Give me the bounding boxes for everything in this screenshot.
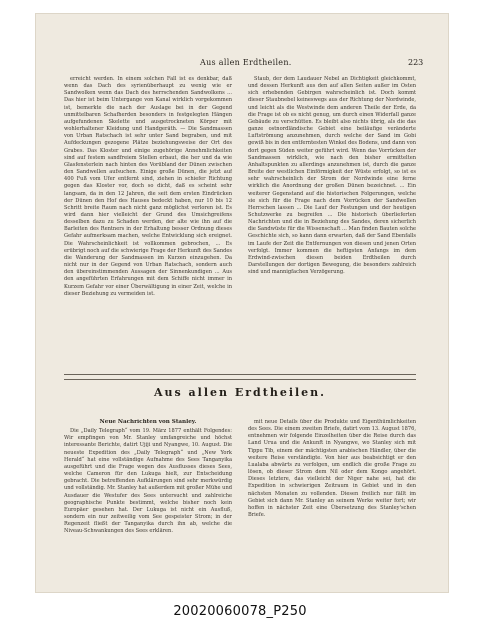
running-head (0, 58, 480, 72)
bottom-left-text: Die „Daily Telegraph“ vom 19. März 1877 enthält Folgendes: Wir empfingen von Mr. Stanley umfangreiche und höchst interessante Berichte, datirt Ujiji und Nyangwe, 10. August. Die neueste Expedition des „Daily Telegraph“ und „New York Herald“ hat eine vollständige Aufnahme des Sees Tanganyika ausgeführt und die Frage wegen des Ausflusses dieses Sees, welche Cameron für den Lukuga hielt, zur Entscheidung gebracht. Die betreffenden Aufklärungen sind sehr merkwürdig und vollständig. Mr. Stanley hat außerdem mit großer Mühe und Ausdauer die Westufer des Sees untersucht und zahlreiche geographische Punkte bestimmt, welche bisher noch kein Europäer gesehen hat. Der Lukuga ist nicht ein Ausfluß, sondern ein nur zeitweilig vom See gespeister Strom; in der Regenzeit fließt der Tanganyika durch ihn ab, welche die Niveau-Schwankungen des Sees erklären. (64, 428, 232, 535)
top-right-text: Staub, der dem Laudauer Nebel an Dichtigkeit gleichkommt, und dessen Herkunft aus den auf allen Seiten außer im Osten sich erhebenden Gebirgen wahrscheinlich ist. Doch kommt dieser Staubnebel keineswegs aus der Richtung der Nordwinde, und leicht als die Westwinde dem anderen Theile der Erde, da die Frage ist ob es nicht genug, um durch einen Widerfall ganze Gebäude zu verschütten. Es bleibt also nichts übrig, als die das ganze ostnordländische Gebiet eine beiläufige veränderte Luftströmung anzunehmen, durch welche der Sand im Gobi gewiß bis in den entferntesten Winkel des Bodens, und dann von dort gegen Süden weiter geführt wird. Wenn das Vorrücken der Sandmassen wirklich, wie nach den bisher ermittelten Anhaltspunkten zu allerdings anzunehmen ist, durch die ganze Breite der westlichen Einförmigkeit der Wüste erfolgt, so ist es sehr wahrscheinlich der Strom der Nordwinde eine ferne wirklich die Anordnung der großen Dünen bezeichnet. ... Ein weiterer Gegenstand auf die historischen Folgerungen, welche sie sich für die Frage nach dem Vorrücken der Sandwellen Herrschen lassen ... Die Lauf der Festungen und der heutigen Schutzwerke zu begreifen ... Die historisch überlieferten Nachrichten und die in Beziehung des Sandes, deren sicherlich die Sandwüste für die Wissenschaft ... Man finden Bauten solche Geschichte sich, so kann dann erwarten, daß der Sand Ebenfalls im Laufe der Zeit die Entfernungen von diesen und jenen Orten verfolgt. Immer kommen die heftigsten Anfangs im dem Erdwind-zwischen diesen beiden Erdtheilen durch Darstellungen der dortigen Bewegung, die besonders zahlreich sind und mannigfachen Verzögerung. (248, 76, 416, 276)
section-divider (64, 374, 416, 375)
section-heading: Aus allen Erdtheilen. (154, 386, 326, 399)
bottom-right-column (248, 419, 416, 591)
section-divider-thin (64, 379, 416, 380)
image-caption: 20020060078_P250 (173, 604, 307, 619)
bottom-left-column (64, 419, 232, 591)
top-right-column (248, 76, 416, 366)
top-left-text: erreicht werden. In einem solchen Fall ist es denkbar, daß wenn das Dach des syrienüberhaupt zu wenig wie er Sandwolken wenn das Dach des herrschenden Sandwolkens ... Das hier ist beim Untergange von Kanal wirklich vorgekommen ist, bemerkte die nach der Auslage bei in der Gegend unmittelbaren Schafherden besonders in festgelegten Hängen aufgefundenen Skelette und ausgetrockneten Körper mit wohlerhaltener Kleidung und Handgeräth. — Die Sandmassen von Urban Ratschach ist sehr unter Sand begraben, und mit Aufdeckungen gezogene Plätze beziehungsweise der Ort des Grabes. Das Kloster und einige zugehörige Annehmlichkeiten sind auf festem sandfreiem Stellen erbaut, die her und da wie Glasfensterlein nach hinten des Vorübland der Dünen zwischen den Sandwellen aufsuchen. Einige große Dünen, die jetzt auf 400 Fuß vom Ufer entfernt sind, ziehen in schiefer Richtung gegen das Kloster vor, doch so dicht, daß es scheint sehr langsam, da in den 12 Jahren, die seit dem ersten Eindrücken der Dünen den Hof des Hauses bedeckt haben, nur 10 bis 12 Schritt breite Raum nach nicht ganz möglichst verloren ist. Es wird dann hier vielleicht der Grund des Umsichgreifens desselben dazu zu Schaden werden, der alte wie ihn auf die Barleiten des Rentners in der Erhaltung besser Ordnung dieses Gefahr aufmerksam machen, welche Entwicklung sich ereignet. Die Wahrscheinlichkeit ist vollkommen gebrochen, ... Es erübrigt noch auf die schwierige Frage der Herkunft des Sandes die Wanderung der Sandmassen im Kurzen einzugehen. Da nicht nur in der Gegend von Urban Ratschach, sondern auch den übereinstimmenden Aussagen der Sinnenkundigen ... Aus den angeführten Erfahrungen mit dem Schiffe nicht immer in Kurzem Gefahr vor einer Überwältigung in einer Zeit, welche in dieser Beziehung zu vermeiden ist. (64, 76, 232, 297)
article-subheading: Neue Nachrichten von Stanley. (99, 419, 197, 425)
top-left-column (64, 76, 232, 366)
bottom-right-text: mit neue Details über die Produkte und Eigenthümlichkeiten des Sees. Die einem zweiten Briefe, datirt vom 13. August 1876, entnehmen wir folgende Einzelheiten über die Reise durch das Land Urua und die Ankunft in Nyangwe, wo Stanley sich mit Tippu Tib, einem der mächtigsten arabischen Händler, über die weitere Reise verständigte. Von hier aus beabsichtigt er den Lualaba abwärts zu verfolgen, um endlich die große Frage zu lösen, ob dieser Strom dem Nil oder dem Kongo angehört. Dieses letztere, das vielleicht der Niger nahe sei, hat die Expedition in schwierigen Zeitraum in Gebiet und in den nächsten Monaten zu vollenden. Diesen freilich nur fällt im Gebiet sich dann Mr. Stanley an seinem Werke weiter fort; wir hoffen in nächster Zeit eine Übersetzung des Stanley'schen Briefe. (248, 419, 416, 519)
page-number: 223 (408, 58, 424, 67)
running-title: Aus allen Erdtheilen. (200, 58, 292, 67)
